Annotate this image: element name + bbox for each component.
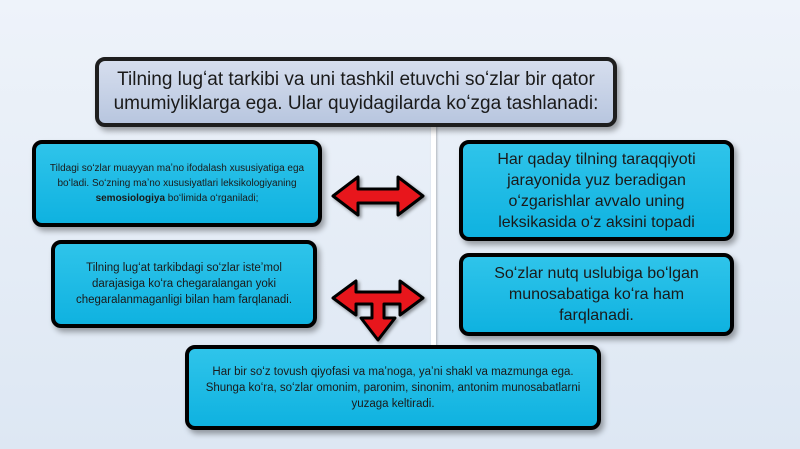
box-top-left-text-bold: semosiologiya [95,193,166,204]
box-bottom-text: Har bir soʻz tovush qiyofasi va maʼnoga, yaʼni shakl va mazmunga ega. Shunga koʻra, soʻzlar omonim, paronim, sinonim, antonim munosabatlarni yuzaga keltiradi. [205,365,581,410]
box-mid-right-text: Soʻzlar nutq uslubiga boʻlgan munosabatiga koʻra ham farqlanadi. [494,265,699,324]
box-mid-left-text: Tilning lugʻat tarkibdagi soʻzlar isteʼmol darajasiga koʻra chegaralangan yoki chegaralanmaganligi bilan ham farqlanadi. [75,262,293,306]
title-line-2: umumiyliklarga ega. Ular quyidagilarda koʻzga tashlanadi: [113,93,599,114]
double-arrow-upper-icon [333,177,423,215]
box-top-left-text-part2: boʻlimida oʻrganiladi; [165,193,259,204]
title-line-1: Tilning lugʻat tarkibi va uni tashkil etuvchi soʻzlar bir qator [117,69,595,90]
box-top-right-text: Har qaday tilning taraqqiyoti jarayonida yuz beradigan oʻzgarishlar avvalo uning leksikasida oʻz aksini topadi [497,150,696,231]
box-top-left-text-part1: Tildagi soʻzlar muayyan maʼno ifodalash xususiyatiga ega boʻladi. Soʻzning maʼno xususiyatlari leksikologiyaning [49,163,305,189]
three-way-arrow-icon [333,281,423,340]
